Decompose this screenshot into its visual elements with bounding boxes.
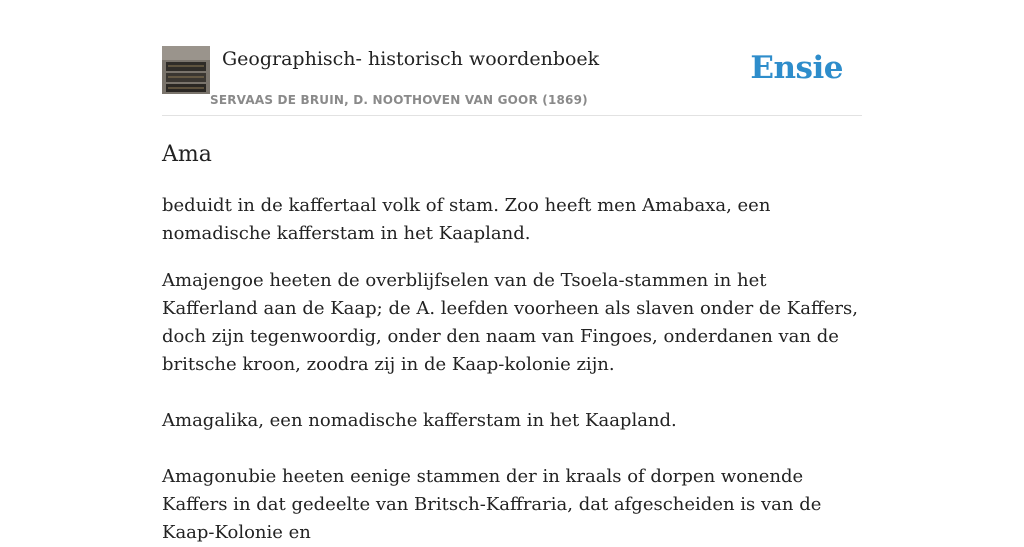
- entry-paragraph: Amagalika, een nomadische kafferstam in het Kaapland.: [162, 410, 677, 431]
- ensie-logo[interactable]: Ensie: [750, 50, 843, 86]
- entry-paragraph: beduidt in de kaffertaal volk of stam. Zoo heeft men Amabaxa, een nomadische kafferstam in het Kaapland.: [162, 195, 771, 244]
- entry-body: [162, 192, 862, 547]
- book-cover-image: [162, 46, 210, 94]
- entry-paragraph: Amagonubie heeten eenige stammen der in kraals of dorpen wonende Kaffers in dat gedeelte van Britsch-Kaffraria, dat afgescheiden is van de Kaap-Kolonie en: [162, 466, 822, 543]
- book-header: [162, 46, 862, 116]
- entry-title: Ama: [162, 142, 212, 167]
- entry-paragraph: Amajengoe heeten de overblijfselen van de Tsoela-stammen in het Kafferland aan de Kaap; de A. leefden voorheen als slaven onder de Kaffers, doch zijn tegenwoordig, onder den naam van Fingoes, onderdanen van de britsche kroon, zoodra zij in de Kaap-kolonie zijn.: [162, 270, 858, 375]
- book-cover-avatar[interactable]: [162, 46, 210, 94]
- book-authors: SERVAAS DE BRUIN, D. NOOTHOVEN VAN GOOR (1869): [210, 93, 588, 107]
- book-title[interactable]: Geographisch- historisch woordenboek: [222, 48, 600, 70]
